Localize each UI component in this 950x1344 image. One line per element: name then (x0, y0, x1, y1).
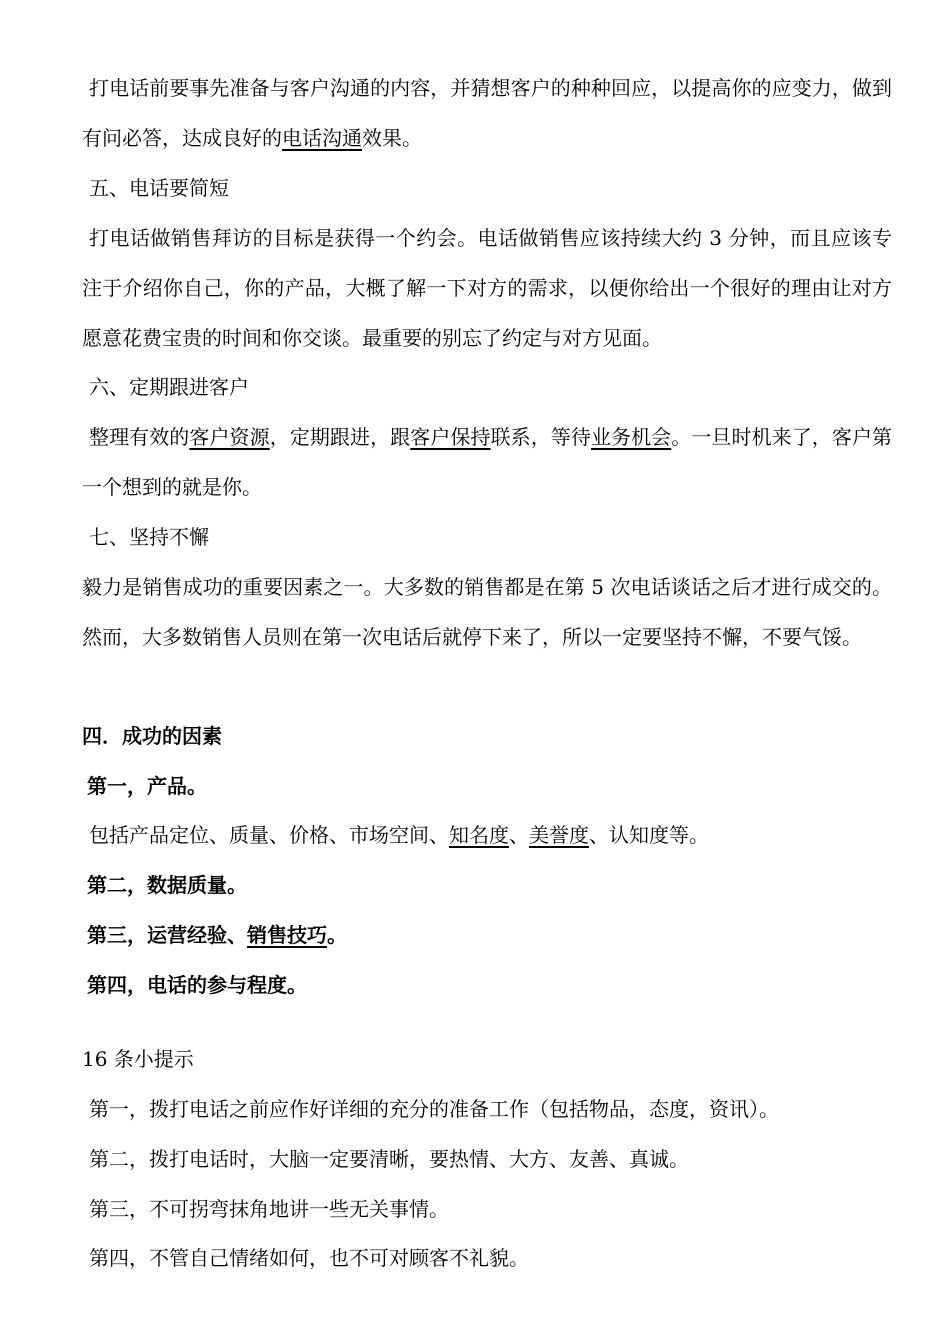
text: 第三，运营经验、 (87, 923, 247, 947)
text: 、认知度等。 (589, 823, 709, 847)
text: 整理有效的 (89, 425, 190, 449)
text: 打电话前要事先准备与客户沟通的内容，并猜想客户的种种回应，以提高你的应变力，做到有问必答，达成良好的 (82, 76, 892, 150)
text: 。一旦时机来了，客户第一个想到的就是你。 (82, 425, 893, 499)
tip-4: 第四，不管自己情绪如何，也不可对顾客不礼貌。 (89, 1246, 529, 1270)
link-popularity[interactable]: 知名度 (449, 823, 509, 847)
factor-product: 第一，产品。 (87, 774, 207, 798)
paragraph-keep-short: 打电话做销售拜访的目标是获得一个约会。电话做销售应该持续大约 3 分钟，而且应该专注于介绍你自己，你的产品，大概了解一下对方的需求，以便你给出一个很好的理由让对方愿意花费宝贵的时间和你交谈。最重要的别忘了约定与对方见面。 (82, 226, 892, 350)
link-reputation[interactable]: 美誉度 (529, 823, 589, 847)
link-customer-resources[interactable]: 客户资源 (189, 425, 270, 449)
tip-2: 第二，拨打电话时，大脑一定要清晰，要热情、大方、友善、真诚。 (89, 1147, 689, 1171)
paragraph-persistence: 毅力是销售成功的重要因素之一。大多数的销售都是在第 5 次电话谈话之后才进行成交的。然而，大多数销售人员则在第一次电话后就停下来了，所以一定要坚持不懈，不要气馁。 (82, 575, 892, 649)
link-sales-skills[interactable]: 销售技巧 (247, 923, 327, 947)
paragraph-product-detail (82, 810, 892, 860)
heading-keep-short: 五、电话要简短 (89, 176, 229, 200)
section-title-success-factors: 四．成功的因素 (82, 724, 222, 748)
text: 。 (327, 923, 347, 947)
link-business-opportunity[interactable]: 业务机会 (590, 425, 672, 449)
heading-16-tips: 16 条小提示 (82, 1047, 194, 1071)
paragraph-preparation (82, 63, 892, 163)
text: ，定期跟进，跟 (269, 425, 411, 449)
heading-follow-up: 六、定期跟进客户 (89, 375, 249, 399)
tip-3: 第三，不可拐弯抹角地讲一些无关事情。 (89, 1197, 449, 1221)
factor-operations (82, 910, 892, 960)
link-customer-retention[interactable]: 客户保持 (410, 425, 491, 449)
factor-participation: 第四，电话的参与程度。 (87, 973, 307, 997)
link-phone-communication[interactable]: 电话沟通 (282, 126, 362, 150)
factor-data-quality: 第二，数据质量。 (87, 873, 247, 897)
text: 、 (509, 823, 529, 847)
text: 效果。 (362, 126, 422, 150)
heading-persistence: 七、坚持不懈 (89, 525, 209, 549)
text: 联系，等待 (490, 425, 591, 449)
text: 包括产品定位、质量、价格、市场空间、 (89, 823, 449, 847)
paragraph-follow-up (82, 412, 892, 512)
tip-1: 第一，拨打电话之前应作好详细的充分的准备工作（包括物品，态度，资讯）。 (89, 1097, 779, 1121)
